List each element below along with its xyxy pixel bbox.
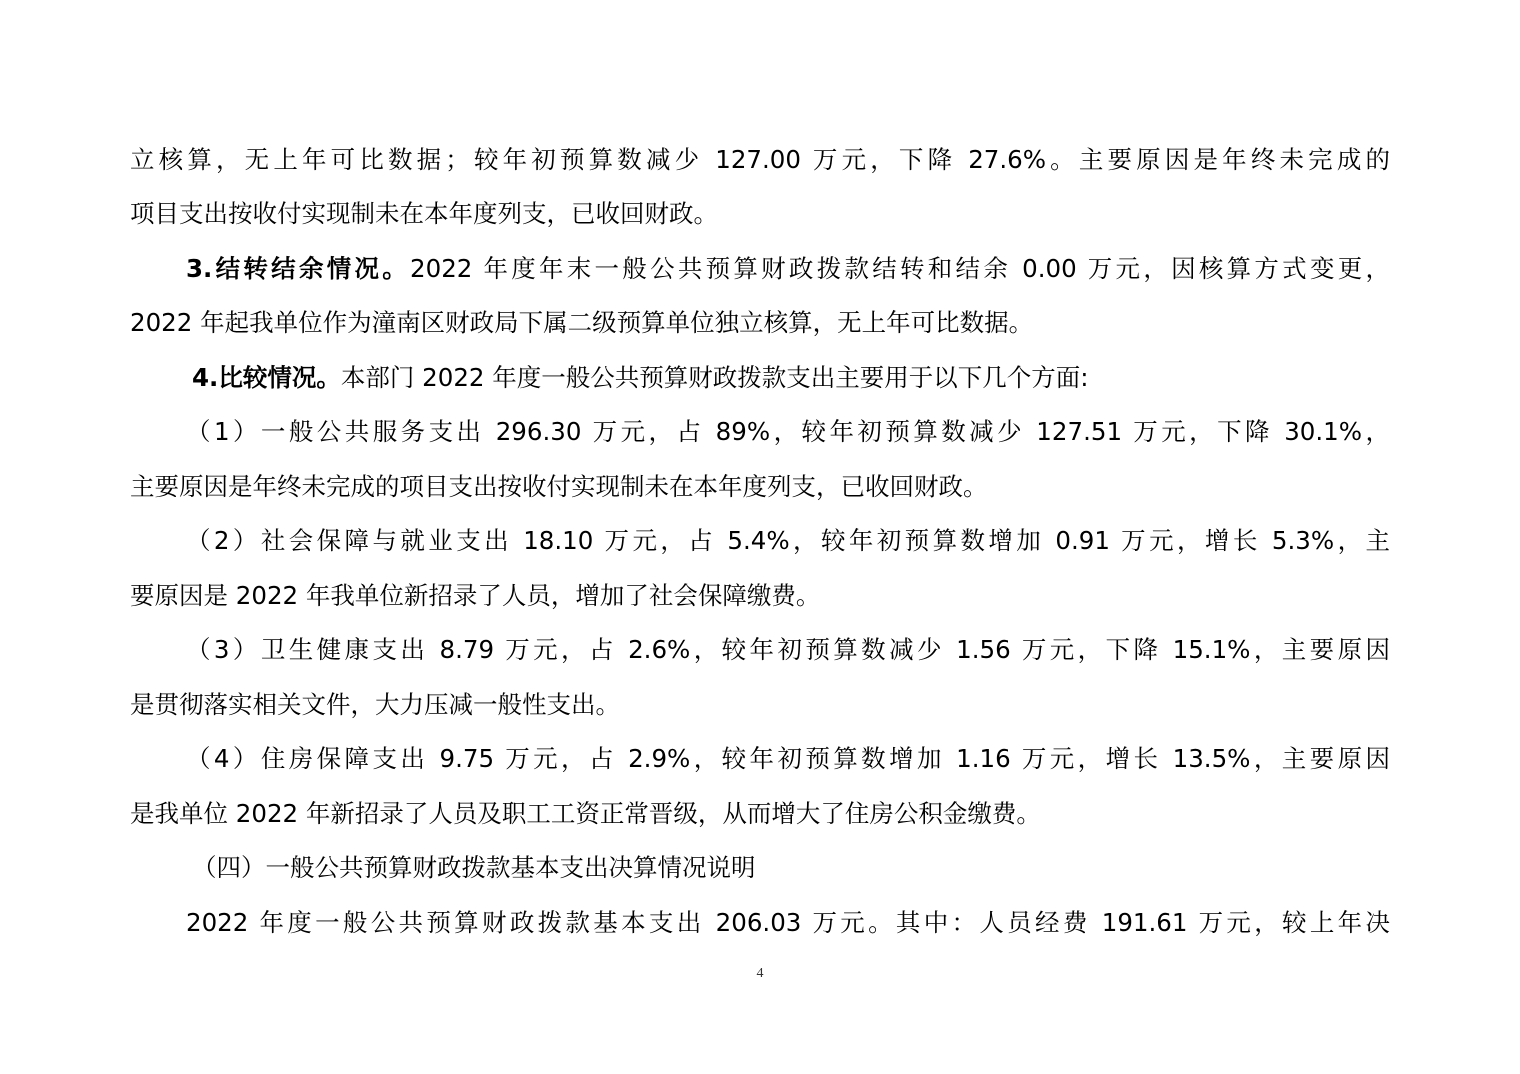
paragraph-line: [192, 362, 1292, 394]
paragraph-line: 项目支出按收付实现制未在本年度列支，已收回财政。: [130, 199, 718, 228]
section-subheading: 3.结转结余情况。: [186, 254, 411, 283]
paragraph-line: 要原因是 2022 年我单位新招录了人员，增加了社会保障缴费。: [130, 581, 821, 610]
paragraph-line: （3）卫生健康支出 8.79 万元，占 2.6%，较年初预算数减少 1.56 万元，下降 15.1%，主要原因: [186, 635, 1390, 664]
paragraph-text: 2022 年度年末一般公共预算财政拨款结转和结余 0.00 万元，因核算方式变更，: [410, 254, 1390, 283]
paragraph-line: 主要原因是年终未完成的项目支出按收付实现制未在本年度列支，已收回财政。: [130, 472, 988, 501]
paragraph-line: 是贯彻落实相关文件，大力压减一般性支出。: [130, 690, 620, 719]
paragraph-text: 本部门 2022 年度一般公共预算财政拨款支出主要用于以下几个方面:: [340, 363, 1089, 392]
paragraph-line: （4）住房保障支出 9.75 万元，占 2.9%，较年初预算数增加 1.16 万元，增长 13.5%，主要原因: [186, 744, 1390, 773]
page-number: 4: [756, 966, 764, 981]
paragraph-line: 2022 年起我单位作为潼南区财政局下属二级预算单位独立核算，无上年可比数据。: [130, 308, 1034, 337]
section-heading: （四）一般公共预算财政拨款基本支出决算情况说明: [192, 853, 756, 882]
paragraph-line: 2022 年度一般公共预算财政拨款基本支出 206.03 万元。其中：人员经费 191.61 万元，较上年决: [186, 908, 1390, 937]
paragraph-line: 立核算，无上年可比数据；较年初预算数减少 127.00 万元，下降 27.6%。主要原因是年终未完成的: [130, 145, 1390, 174]
paragraph-line: （2）社会保障与就业支出 18.10 万元，占 5.4%，较年初预算数增加 0.91 万元，增长 5.3%，主: [186, 526, 1390, 555]
section-subheading: 4.比较情况。: [192, 363, 341, 392]
paragraph-line: 是我单位 2022 年新招录了人员及职工工资正常晋级，从而增大了住房公积金缴费。: [130, 799, 1041, 828]
paragraph-line: [186, 253, 1390, 285]
paragraph-line: （1）一般公共服务支出 296.30 万元，占 89%，较年初预算数减少 127.51 万元，下降 30.1%，: [186, 417, 1390, 446]
